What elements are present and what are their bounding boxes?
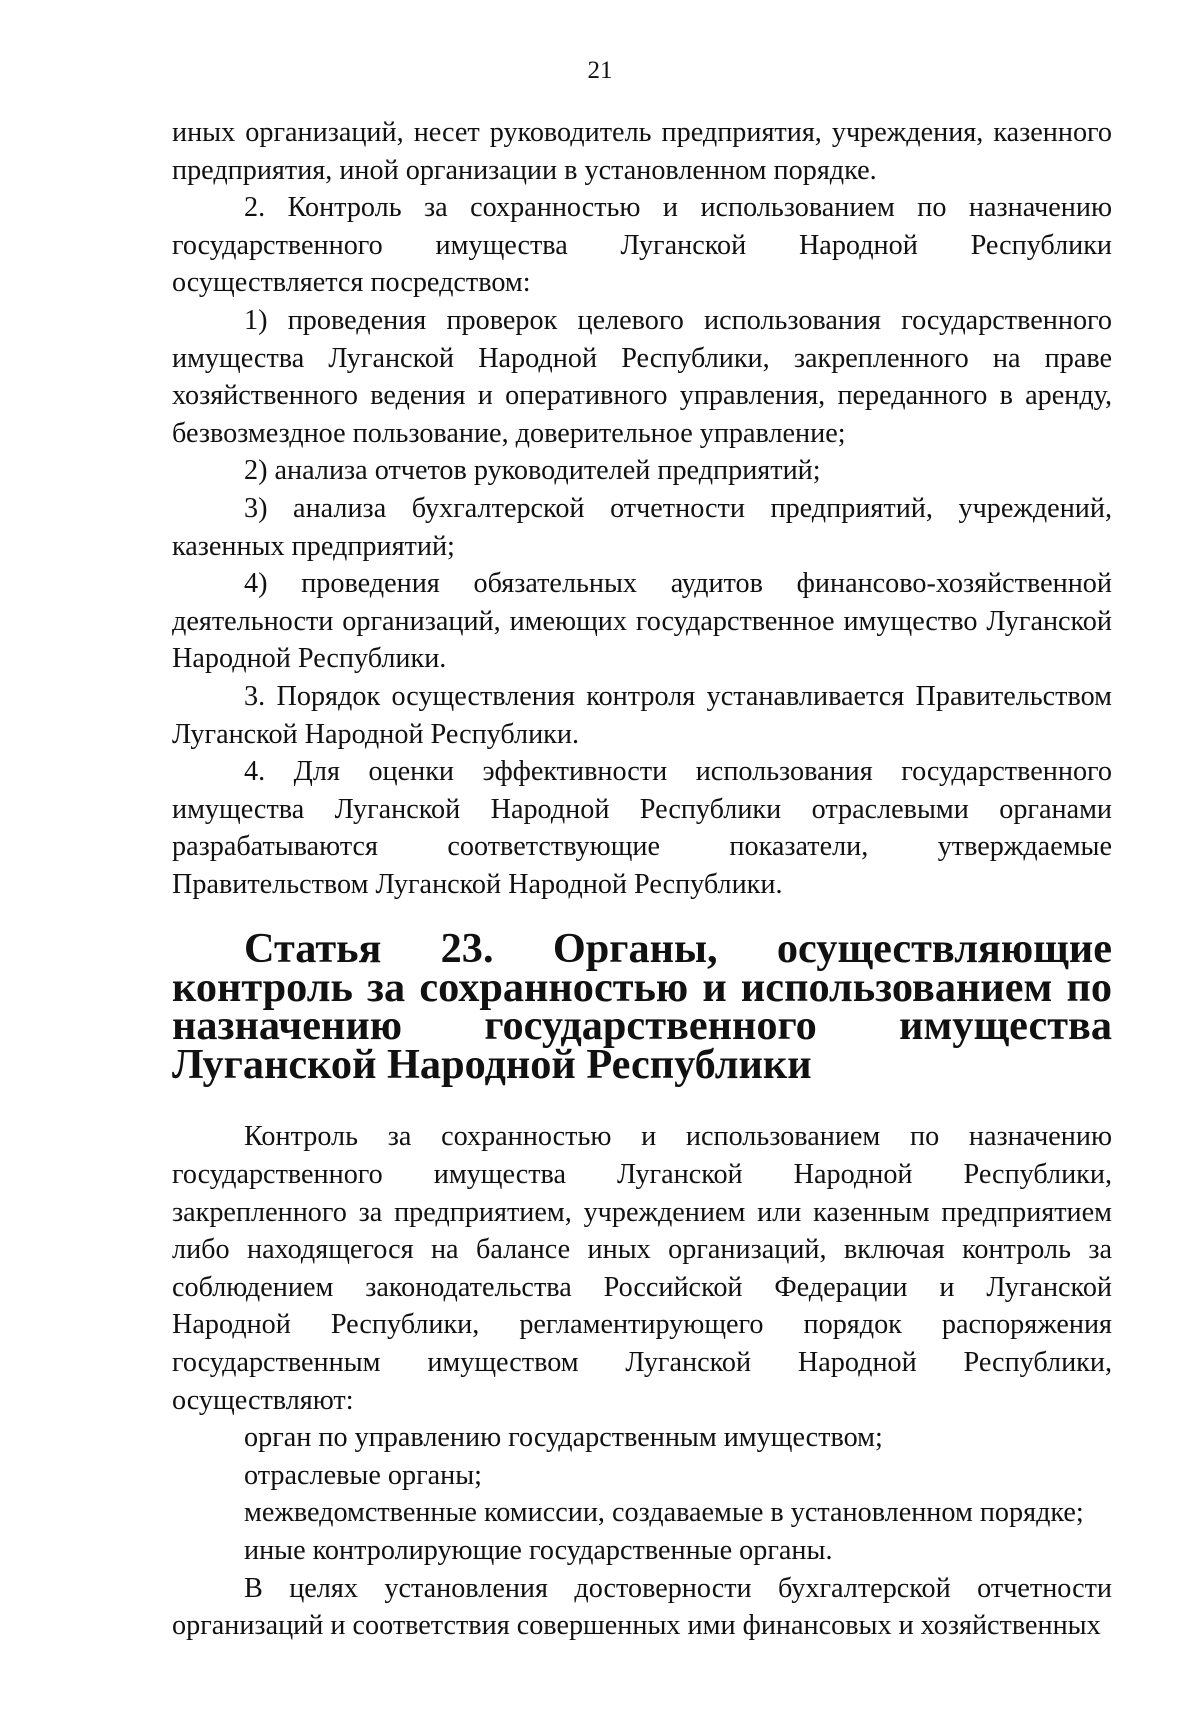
list-item-authority-2: отраслевые органы; bbox=[244, 1459, 482, 1491]
paragraph-final: В целях установления достоверности бухгалтерской отчетности организаций и соответствия совершенных ими финансовых и хозяйственных bbox=[172, 1572, 1112, 1642]
list-item-authority-4: иные контролирующие государственные органы. bbox=[244, 1535, 833, 1566]
page-number: 21 bbox=[587, 57, 613, 84]
list-item-authority-1: орган по управлению государственным имуществом; bbox=[244, 1422, 883, 1454]
paragraph-item-4: 4. Для оценки эффективности использования государственного имущества Луганской Народной Республики отраслевыми органами разрабатываются соответствующие показатели, утверждаемые Правительством Луганской Народной Республики. bbox=[172, 756, 1112, 900]
paragraph-subitem-3: 3) анализа бухгалтерской отчетности предприятий, учреждений, казенных предприятий; bbox=[172, 492, 1112, 562]
document-body bbox=[172, 114, 1112, 1645]
paragraph-subitem-2: 2) анализа отчетов руководителей предприятий; bbox=[244, 455, 821, 487]
paragraph-article-body: Контроль за сохранностью и использованием по назначению государственного имущества Луганской Народной Республики, закрепленного за предприятием, учреждением или казенным предприятием либо находящегося на балансе иных организаций, включая контроль за соблюдением законодательства Российской Федерации и Луганской Народной Республики, регламентирующего порядок распоряжения государственным имуществом Луганской Народной Республики, осуществляют: bbox=[172, 1121, 1112, 1416]
paragraph-subitem-1: 1) проведения проверок целевого использования государственного имущества Луганской Народной Республики, закрепленного на праве хозяйственного ведения и оперативного управления, переданного в аренду, безвозмездное пользование, доверительное управление; bbox=[172, 304, 1112, 449]
paragraph-subitem-4: 4) проведения обязательных аудитов финансово-хозяйственной деятельности организаций, имеющих государственное имущество Луганской Народной Республики. bbox=[172, 568, 1112, 675]
paragraph-item-3: 3. Порядок осуществления контроля устанавливается Правительством Луганской Народной Республики. bbox=[172, 680, 1112, 750]
article-heading: Статья 23. Органы, осуществляющие контроль за сохранностью и использованием по назначению государственного имущества Луганской Народной Республики bbox=[172, 925, 1112, 1088]
paragraph-item-2: 2. Контроль за сохранностью и использованием по назначению государственного имущества Луганской Народной Республики осуществляется посредством: bbox=[172, 192, 1112, 299]
paragraph-continuation: иных организаций, несет руководитель предприятия, учреждения, казенного предприятия, иной организации в установленном порядке. bbox=[172, 117, 1112, 186]
list-item-authority-3: межведомственные комиссии, создаваемые в установленном порядке; bbox=[244, 1497, 1084, 1529]
